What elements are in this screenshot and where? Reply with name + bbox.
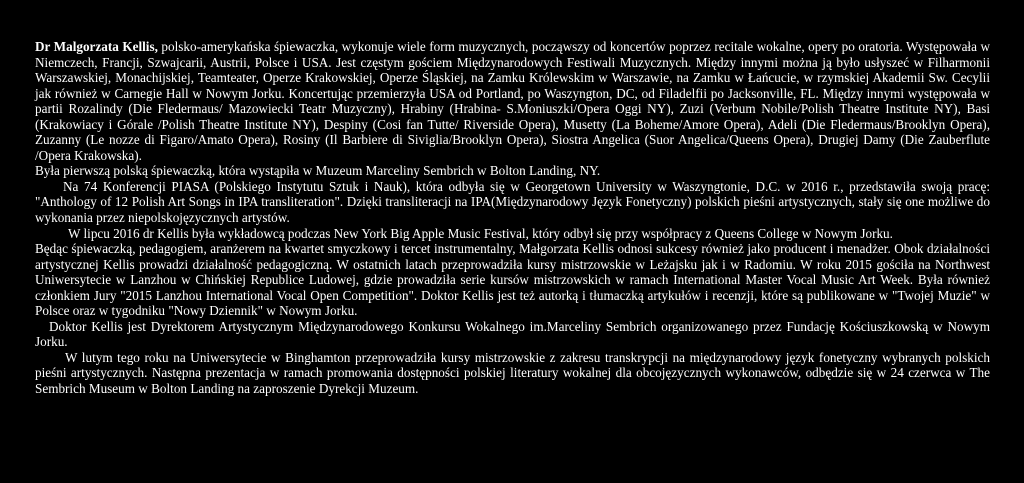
paragraph-sembrich-museum: Była pierwszą polską śpiewaczką, która wystąpiła w Muzeum Marceliny Sembrich w Bolton Landing, NY.: [35, 163, 601, 179]
paragraph-piasa: Na 74 Konferencji PIASA (Polskiego Instytutu Sztuk i Nauk), która odbyła się w Georgetown University w Waszyngtonie, D.C. w 2016 r., przedstawiła swoją pracę: "Anthology of 12 Polish Art Songs in IPA transliteration". Dzięki transliteracji na IPA(Międzynarodowy Język Fonetyczny) polskich pieśni artystycznych, stały się one możliwe do wykonania przez niepolskojęzycznych artystów.: [35, 178, 990, 226]
paragraph-intro: [35, 39, 990, 163]
paragraph-binghamton: W lutym tego roku na Uniwersytecie w Binghamton przeprowadziła kursy mistrzowskie z zakresu transkrypcji na międzynarodowy język fonetyczny wybranych polskich pieśni artystycznych. Następna prezentacja w ramach promowania dostępności polskiej literatury wokalnej dla obcojęzycznych wykonawców, odbędzie się w 24 czerwca w The Sembrich Museum w Bolton Landing na zaproszenie Dyrekcji Muzeum.: [35, 349, 990, 397]
paragraph-career: Będąc śpiewaczką, pedagogiem, aranżerem na kwartet smyczkowy i tercet instrumentalny, Małgorzata Kellis odnosi sukcesy również jako producent i menadżer. Obok działalności artystycznej Kellis prowadzi działalność pedagogiczną. W ostatnich latach przeprowadziła kursy mistrzowskie w Leżajsku jak i w Radomiu. W roku 2015 gościła na Northwest Uniwersytecie w Lanzhou w Chińskiej Republice Ludowej, gdzie prowadziła serie kursów mistrzowskich w ramach International Master Vocal Music Art Week. Była również członkiem Jury "2015 Lanzhou International Vocal Open Competition". Doktor Kellis jest też autorką i tłumaczką artykułów i recenzji, które są publikowane w "Twojej Muzie" w Polsce oraz w tygodniku "Nowy Dziennik" w Nowym Jorku.: [35, 241, 990, 319]
intro-text: polsko-amerykańska śpiewaczka, wykonuje wiele form muzycznych, począwszy od koncertów poprzez recitale wokalne, opery po oratoria. Występowała w Niemczech, Francji, Szwajcarii, Austrii, Polsce i USA. Jest częstym gościem Międzynarodowych Festiwali Muzycznych. Między innymi można ją było usłyszeć w Filharmonii Warszawskiej, Monachijskiej, Teamteater, Operze Krakowskiej, Operze Śląskiej, na Zamku Królewskim w Warszawie, na Zamku w Łańcucie, w rzymskiej Akademii Sw. Cecylii jak również w Carnegie Hall w Nowym Jorku. Koncertując przemierzyła USA od Portland, po Waszyngton, DC, od Filadelfii po Jacksonville, FL. Między innymi występowała w partii Rozalindy (Die Fledermaus/ Mazowiecki Teatr Muzyczny), Hrabiny (Hrabina- S.Moniuszki/Opera Oggi NY), Zuzi (Verbum Nobile/Polish Theatre Institute NY), Basi (Krakowiacy i Górale /Polish Theatre Institute NY), Despiny (Cosi fan Tutte/ Riverside Opera), Musetty (La Boheme/Amore Opera), Adeli (Die Fledermaus/Brooklyn Opera), Zuzanny (Le nozze di Figaro/Amato Opera), Rosiny (Il Barbiere di Siviglia/Brooklyn Opera), Siostra Angelica (Suor Angelica/Queens Opera), Drugiej Damy (Die Zauberflute /Opera Krakowska).: [35, 39, 990, 163]
paragraph-competition: Doktor Kellis jest Dyrektorem Artystycznym Międzynarodowego Konkursu Wokalnego im.Marceliny Sembrich organizowanego przez Fundację Kościuszkowską w Nowym Jorku.: [35, 318, 990, 350]
biography-text: [35, 39, 990, 397]
artist-name: Dr Malgorzata Kellis,: [35, 39, 158, 54]
paragraph-festival: W lipcu 2016 dr Kellis była wykładowcą podczas New York Big Apple Music Festival, który odbył się przy współpracy z Queens College w Nowym Jorku.: [68, 225, 893, 241]
